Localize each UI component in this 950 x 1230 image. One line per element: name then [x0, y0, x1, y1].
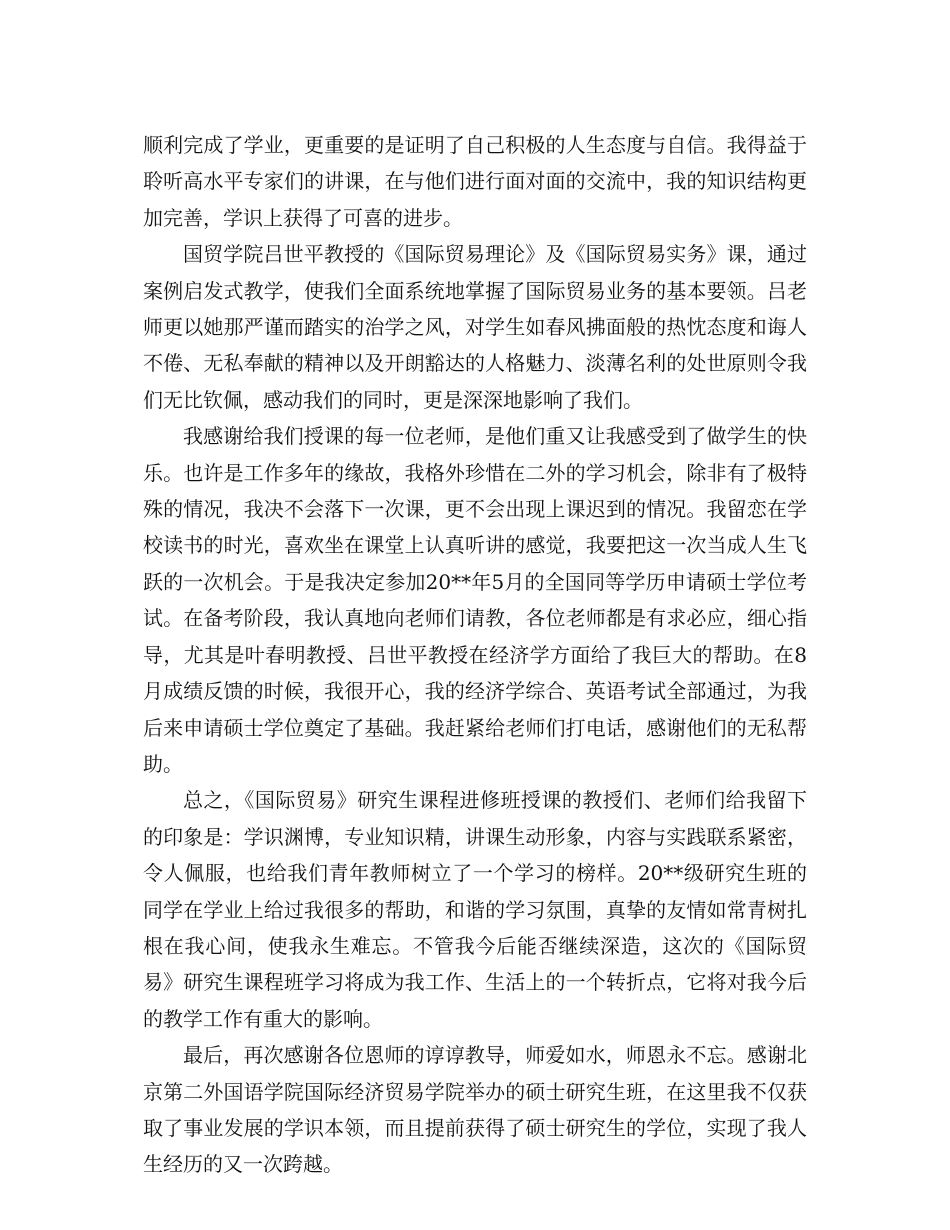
paragraph-professor-lv: 国贸学院吕世平教授的《国际贸易理论》及《国际贸易实务》课，通过案例启发式教学，使我们全面系统地掌握了国际贸易业务的基本要领。吕老师更以她那严谨而踏实的治学之风，对学生如春风拂面般的热忱态度和诲人不倦、无私奉献的精神以及开朗豁达的人格魅力、淡薄名利的处世原则令我们无比钦佩，感动我们的同时，更是深深地影响了我们。	[143, 242, 807, 412]
paragraph-summary: 总之，《国际贸易》研究生课程进修班授课的教授们、老师们给我留下的印象是：学识渊博，专业知识精，讲课生动形象，内容与实践联系紧密，令人佩服，也给我们青年教师树立了一个学习的榜样。20**级研究生班的同学在学业上给过我很多的帮助，和谐的学习氛围，真挚的友情如常青树扎根在我心间，使我永生难忘。不管我今后能否继续深造，这次的《国际贸易》研究生课程班学习将成为我工作、生活上的一个转折点，它将对我今后的教学工作有重大的影响。	[143, 788, 807, 1031]
paragraph-continuation: 顺利完成了学业，更重要的是证明了自己积极的人生态度与自信。我得益于聆听高水平专家们的讲课，在与他们进行面对面的交流中，我的知识结构更加完善，学识上获得了可喜的进步。	[143, 133, 807, 230]
document-body	[143, 127, 807, 1183]
paragraph-closing: 最后，再次感谢各位恩师的谆谆教导，师爱如水，师恩永不忘。感谢北京第二外国语学院国际经济贸易学院举办的硕士研究生班，在这里我不仅获取了事业发展的学识本领，而且提前获得了硕士研究生的学位，实现了我人生经历的又一次跨越。	[143, 1043, 807, 1177]
paragraph-thanks-teachers: 我感谢给我们授课的每一位老师，是他们重又让我感受到了做学生的快乐。也许是工作多年的缘故，我格外珍惜在二外的学习机会，除非有了极特殊的情况，我决不会落下一次课，更不会出现上课迟到的情况。我留恋在学校读书的时光，喜欢坐在课堂上认真听讲的感觉，我要把这一次当成人生飞跃的一次机会。于是我决定参加20**年5月的全国同等学历申请硕士学位考试。在备考阶段，我认真地向老师们请教，各位老师都是有求必应，细心指导，尤其是叶春明教授、吕世平教授在经济学方面给了我巨大的帮助。在8月成绩反馈的时候，我很开心，我的经济学综合、英语考试全部通过，为我后来申请硕士学位奠定了基础。我赶紧给老师们打电话，感谢他们的无私帮助。	[143, 424, 807, 776]
